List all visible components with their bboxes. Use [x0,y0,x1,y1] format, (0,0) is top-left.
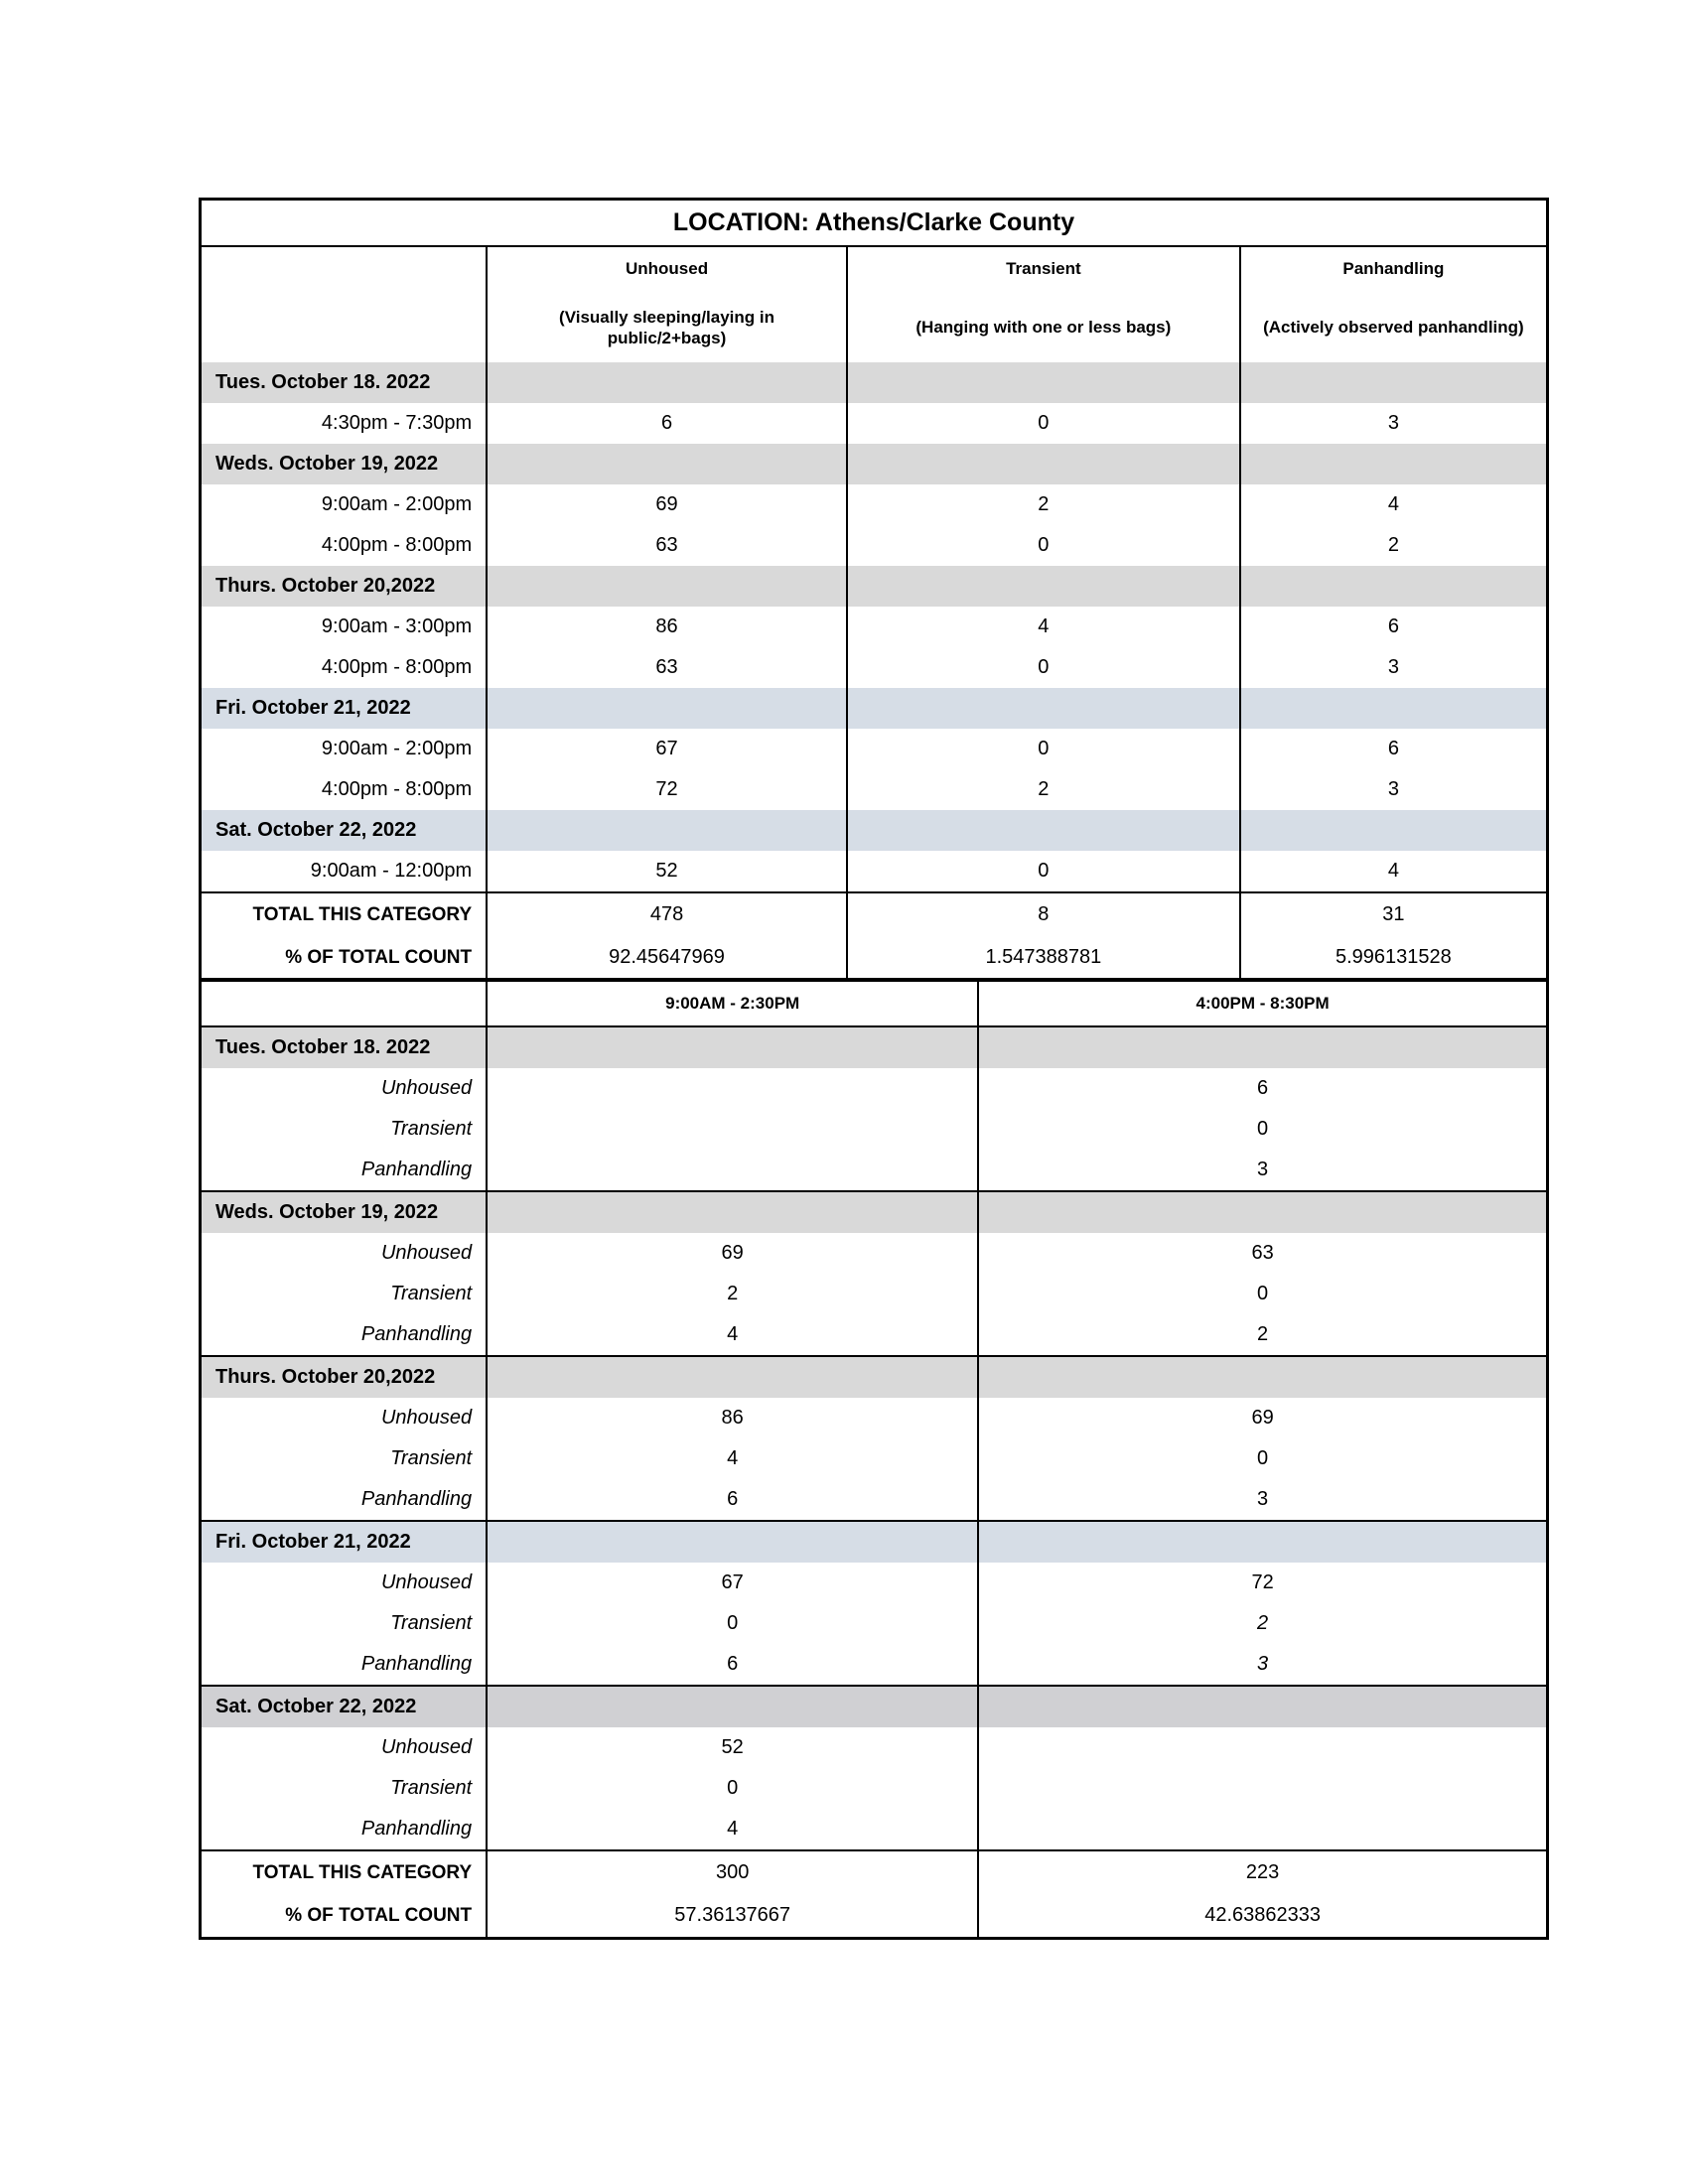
category-row [201,1109,1548,1150]
category-label: Panhandling [360,1818,473,1840]
location-title: LOCATION: Athens/Clarke County [201,200,1548,247]
value-cell: 6 [487,1479,978,1521]
value-cell: 4 [487,1314,978,1356]
time-label: 9:00am - 2:00pm [321,738,473,759]
total-row [201,892,1548,936]
percent-label: % OF TOTAL COUNT [285,946,473,968]
value-cell [978,1809,1547,1850]
percent-row [201,1894,1548,1939]
category-row [201,1727,1548,1768]
value-cell: 3 [978,1644,1547,1686]
percent-label: % OF TOTAL COUNT [285,1904,473,1926]
day-row [201,810,1548,851]
total-label: TOTAL THIS CATEGORY [201,892,488,936]
header-blank [201,980,488,1027]
value-cell: 2 [978,1314,1547,1356]
value-cell: 0 [978,1438,1547,1479]
day-row [201,566,1548,607]
value-cell: 69 [487,484,847,525]
value-cell: 2 [978,1603,1547,1644]
day-label: Thurs. October 20,2022 [201,566,488,607]
total-cell: 8 [847,892,1240,936]
day-row [201,362,1548,403]
total-cell: 300 [487,1850,978,1894]
time-row [201,484,1548,525]
category-row [201,1233,1548,1274]
percent-cell: 5.996131528 [1240,936,1548,981]
day-label: Weds. October 19, 2022 [201,1191,488,1233]
category-label: Panhandling [360,1159,473,1180]
column-header-unhoused: Unhoused (Visually sleeping/laying in public/2+bags) [487,246,847,362]
value-cell: 52 [487,851,847,892]
category-row [201,1479,1548,1521]
category-label: Transient [390,1118,473,1140]
column-header-panhandling: Panhandling (Actively observed panhandling) [1240,246,1548,362]
count-table-by-shift [199,978,1549,1940]
column-header-transient: Transient (Hanging with one or less bags) [847,246,1240,362]
day-label: Tues. October 18. 2022 [201,1026,488,1068]
percent-cell: 1.547388781 [847,936,1240,981]
day-row [201,1191,1548,1233]
category-label: Transient [390,1283,473,1304]
value-cell: 6 [1240,729,1548,769]
category-label: Panhandling [360,1653,473,1675]
category-row [201,1768,1548,1809]
day-label: Sat. October 22, 2022 [201,1686,488,1727]
value-cell: 86 [487,1398,978,1438]
category-label: Transient [390,1447,473,1469]
day-row [201,1026,1548,1068]
total-cell: 223 [978,1850,1547,1894]
category-row [201,1150,1548,1191]
value-cell: 0 [487,1603,978,1644]
value-cell: 2 [847,769,1240,810]
category-row [201,1314,1548,1356]
time-row [201,769,1548,810]
day-label: Fri. October 21, 2022 [201,1521,488,1563]
category-label: Unhoused [380,1407,473,1429]
category-row [201,1603,1548,1644]
category-label: Unhoused [380,1571,473,1593]
value-cell: 3 [1240,647,1548,688]
value-cell: 3 [1240,769,1548,810]
day-label: Thurs. October 20,2022 [201,1356,488,1398]
value-cell [978,1727,1547,1768]
category-label: Transient [390,1612,473,1634]
time-label: 4:00pm - 8:00pm [321,534,473,556]
category-row [201,1809,1548,1850]
time-label: 9:00am - 3:00pm [321,615,473,637]
time-row [201,647,1548,688]
value-cell [487,1068,978,1109]
value-cell: 2 [847,484,1240,525]
category-row [201,1068,1548,1109]
total-cell: 31 [1240,892,1548,936]
total-cell: 478 [487,892,847,936]
column-header-evening: 4:00PM - 8:30PM [978,980,1547,1027]
value-cell [978,1768,1547,1809]
percent-cell: 42.63862333 [978,1894,1547,1939]
day-row [201,1686,1548,1727]
percent-row [201,936,1548,981]
time-row [201,607,1548,647]
value-cell: 6 [1240,607,1548,647]
time-label: 4:30pm - 7:30pm [321,412,473,434]
value-cell: 72 [978,1563,1547,1603]
value-cell: 4 [487,1809,978,1850]
value-cell: 0 [847,729,1240,769]
header-blank [201,246,488,362]
value-cell: 3 [978,1479,1547,1521]
category-row [201,1398,1548,1438]
category-row [201,1563,1548,1603]
category-label: Panhandling [360,1488,473,1510]
time-label: 9:00am - 2:00pm [321,493,473,515]
value-cell: 86 [487,607,847,647]
time-row [201,403,1548,444]
category-row [201,1644,1548,1686]
value-cell: 4 [1240,484,1548,525]
value-cell: 6 [487,1644,978,1686]
category-row [201,1274,1548,1314]
day-label: Weds. October 19, 2022 [201,444,488,484]
time-label: 4:00pm - 8:00pm [321,656,473,678]
value-cell: 67 [487,1563,978,1603]
value-cell: 3 [978,1150,1547,1191]
value-cell [487,1109,978,1150]
value-cell: 72 [487,769,847,810]
category-label: Transient [390,1777,473,1799]
day-label: Sat. October 22, 2022 [201,810,488,851]
count-table-by-time [199,198,1549,982]
category-label: Unhoused [380,1242,473,1264]
value-cell: 4 [847,607,1240,647]
value-cell: 4 [1240,851,1548,892]
value-cell: 69 [487,1233,978,1274]
value-cell: 4 [487,1438,978,1479]
value-cell: 0 [847,851,1240,892]
value-cell: 63 [487,525,847,566]
time-label: 4:00pm - 8:00pm [321,778,473,800]
value-cell: 63 [487,647,847,688]
value-cell: 2 [1240,525,1548,566]
value-cell: 52 [487,1727,978,1768]
day-row [201,1356,1548,1398]
value-cell: 6 [487,403,847,444]
value-cell: 3 [1240,403,1548,444]
category-label: Unhoused [380,1736,473,1758]
value-cell: 69 [978,1398,1547,1438]
time-row [201,851,1548,892]
day-label: Tues. October 18. 2022 [201,362,488,403]
column-header-morning: 9:00AM - 2:30PM [487,980,978,1027]
value-cell: 0 [487,1768,978,1809]
value-cell: 2 [487,1274,978,1314]
day-row [201,444,1548,484]
category-label: Panhandling [360,1323,473,1345]
value-cell: 0 [847,403,1240,444]
value-cell: 0 [847,525,1240,566]
day-row [201,688,1548,729]
value-cell: 0 [978,1109,1547,1150]
value-cell [487,1150,978,1191]
category-label: Unhoused [380,1077,473,1099]
category-row [201,1438,1548,1479]
time-row [201,525,1548,566]
value-cell: 0 [847,647,1240,688]
time-row [201,729,1548,769]
value-cell: 6 [978,1068,1547,1109]
percent-cell: 57.36137667 [487,1894,978,1939]
total-label: TOTAL THIS CATEGORY [201,1850,488,1894]
day-label: Fri. October 21, 2022 [201,688,488,729]
value-cell: 67 [487,729,847,769]
total-row [201,1850,1548,1894]
time-label: 9:00am - 12:00pm [310,860,473,882]
value-cell: 0 [978,1274,1547,1314]
value-cell: 63 [978,1233,1547,1274]
percent-cell: 92.45647969 [487,936,847,981]
day-row [201,1521,1548,1563]
